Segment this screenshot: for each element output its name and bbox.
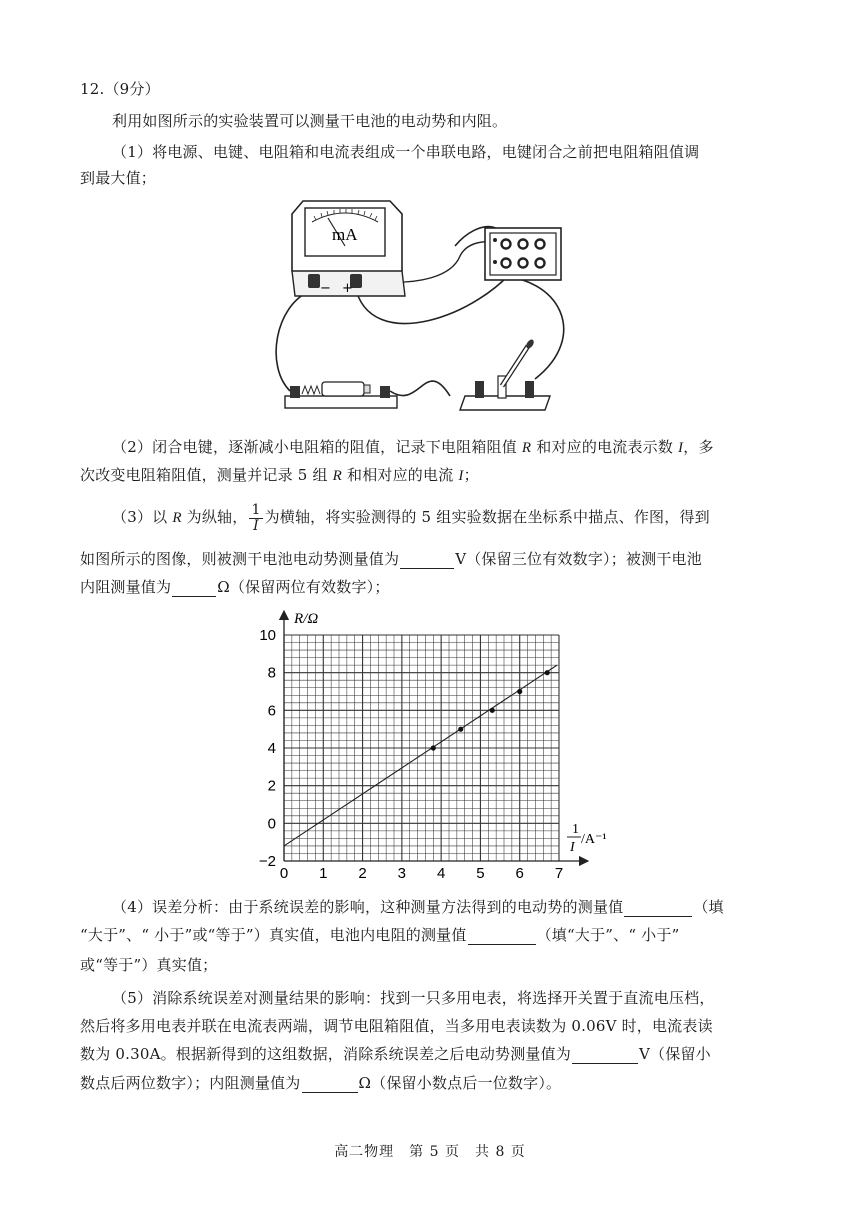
answer-blank-emf-comparison[interactable] [624, 900, 692, 917]
fraction-one-over-I [249, 503, 262, 534]
answer-blank-emf[interactable] [400, 552, 454, 569]
battery-holder [285, 382, 397, 408]
wire-ammeter-to-battery [276, 291, 310, 391]
x-axis-label [567, 822, 607, 855]
step2-line-a [112, 437, 714, 458]
step5-line-b: 然后将多用电表并联在电流表两端，调节电阻箱阻值，当多用电表读数为 0.06V 时，电流表读 [80, 1017, 713, 1035]
step3-text-5: V（保留三位有效数字）；被测干电池 [455, 550, 702, 568]
x-tick-label: 4 [436, 865, 446, 882]
data-point [431, 745, 436, 750]
step3-text-4: 如图所示的图像，则被测干电池电动势测量值为 [80, 550, 400, 568]
answer-blank-internal-resistance[interactable] [172, 580, 216, 597]
step2-text-5: 和相对应的电流 [342, 466, 459, 484]
fraction-numerator: 1 [251, 501, 261, 518]
step4-text-2: （填 [693, 898, 724, 916]
circuit-apparatus-diagram [270, 196, 590, 416]
data-point [490, 708, 495, 713]
y-tick-label: −2 [258, 853, 276, 870]
symbol-R: R [332, 468, 343, 484]
y-tick-label: 8 [267, 664, 276, 682]
symbol-R: R [172, 510, 182, 526]
x-tick-label: 5 [476, 865, 485, 882]
step4-line-c: 或“等于”）真实值； [80, 956, 218, 974]
step2-text-2: 和对应的电流表示数 [531, 438, 679, 456]
resistance-box [485, 228, 561, 280]
terminal-minus-label: − [320, 281, 331, 296]
symbol-R: R [521, 440, 532, 456]
step3-text-1: （3）以 [112, 508, 173, 526]
data-point [517, 689, 522, 694]
step5-line-a: （5）消除系统误差对测量结果的影响：找到一只多用电表，将选择开关置于直流电压档， [112, 989, 715, 1007]
step2-text-3: ，多 [683, 438, 714, 456]
step5-line-c [80, 1044, 711, 1064]
y-tick-label: 10 [259, 627, 276, 644]
x-tick-label: 6 [515, 865, 524, 882]
x-axis-label-denominator: I [570, 840, 575, 855]
chart-axes [284, 615, 584, 861]
step5-text-1: 数为 0.30A。根据新得到的这组数据，消除系统误差之后电动势测量值为 [80, 1045, 572, 1063]
fraction-denominator: I [253, 517, 259, 534]
step4-line-b [80, 925, 679, 945]
ammeter [292, 201, 405, 296]
x-tick-label: 0 [279, 865, 289, 882]
answer-blank-corrected-emf[interactable] [572, 1047, 638, 1064]
step3-line-b [80, 549, 702, 569]
terminal-plus-label: + [342, 281, 353, 296]
step2-line-b [80, 465, 479, 486]
question-intro: 利用如图所示的实验装置可以测量干电池的电动势和内阻。 [112, 112, 508, 130]
step2-text-4: 次改变电阻箱阻值，测量并记录 5 组 [80, 466, 333, 484]
step3-line-c [80, 577, 390, 597]
symbol-I: I [458, 468, 464, 484]
step4-text-3: “大于”、“ 小于”或“等于”）真实值，电池内电阻的测量值 [80, 926, 467, 944]
data-point [458, 727, 463, 732]
x-tick-label: 1 [319, 865, 328, 882]
step3-text-3: 为横轴，将实验测得的 5 组实验数据在坐标系中描点、作图，得到 [264, 508, 710, 526]
x-axis-label-unit: /A⁻¹ [581, 832, 607, 847]
step3-text-7: Ω（保留两位有效数字）； [217, 578, 390, 596]
answer-blank-resistance-comparison[interactable] [468, 928, 536, 945]
page-footer: 高二物理 第 5 页 共 8 页 [334, 1144, 526, 1160]
y-axis-label: R/Ω [294, 611, 319, 627]
step2-text-6: ； [463, 466, 479, 484]
step4-line-a [112, 897, 724, 917]
y-tick-label: 6 [267, 702, 276, 720]
r-vs-inverse-i-chart [250, 605, 610, 885]
terminal-minus-post [308, 274, 320, 288]
x-tick-label: 7 [554, 865, 564, 882]
step3-text-6: 内阻测量值为 [80, 578, 172, 596]
wire-battery-to-switch [390, 381, 450, 396]
y-tick-label: 4 [267, 740, 276, 757]
x-tick-label: 2 [358, 865, 367, 882]
ammeter-label: mA [332, 225, 358, 244]
answer-blank-corrected-resistance[interactable] [302, 1076, 358, 1093]
step3-text-2: 为纵轴， [181, 508, 248, 526]
step4-text-1: （4）误差分析：由于系统误差的影响，这种测量方法得到的电动势的测量值 [112, 898, 624, 916]
y-tick-label: 2 [267, 777, 276, 795]
data-point [545, 670, 550, 675]
x-tick-label: 3 [397, 865, 407, 882]
chart-grid [284, 635, 559, 861]
symbol-I: I [678, 440, 684, 456]
y-tick-label: 0 [267, 815, 276, 833]
step5-text-2: V（保留小 [639, 1045, 711, 1063]
knife-switch [460, 338, 550, 410]
step5-text-4: Ω（保留小数点后一位数字）。 [358, 1074, 562, 1092]
wire-box-to-switch [495, 276, 564, 379]
step5-line-d [80, 1073, 561, 1093]
x-axis-label-numerator: 1 [572, 822, 579, 837]
question-number: 12.（9分） [80, 80, 160, 98]
step5-text-3: 数点后两位数字）；内阻测量值为 [80, 1074, 301, 1092]
step2-text-1: （2）闭合电键，逐渐减小电阻箱的阻值，记录下电阻箱阻值 [112, 438, 522, 456]
step1-line-a: （1）将电源、电键、电阻箱和电流表组成一个串联电路，电键闭合之前把电阻箱阻值调 [112, 143, 700, 161]
step3-line-a [112, 498, 710, 537]
step4-text-4: （填“大于”、“ 小于” [536, 926, 680, 944]
step1-line-b: 到最大值； [80, 169, 157, 187]
